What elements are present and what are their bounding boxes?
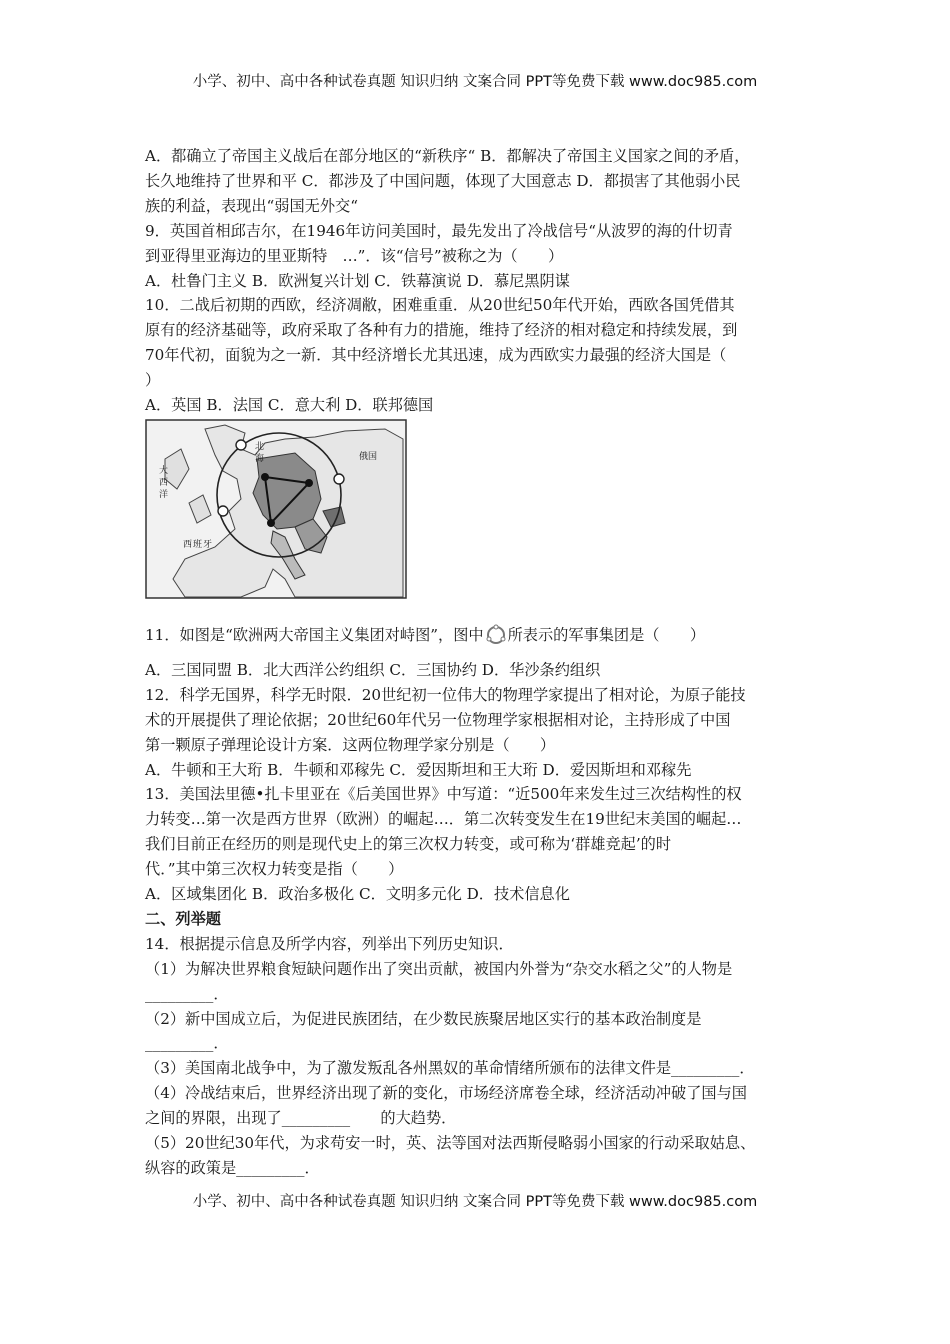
question-9: 9．英国首相邱吉尔，在1946年访问美国时，最先发出了冷战信号“从波罗的海的什切青 bbox=[145, 221, 733, 240]
europe-map-figure bbox=[145, 419, 407, 601]
europe-map-svg bbox=[145, 419, 407, 601]
text-line: 我们目前正在经历的则是现代史上的第三次权力转变，或可称为‘群雄竞起’的时 bbox=[145, 835, 672, 854]
ring-circle-icon bbox=[485, 624, 507, 646]
document-body bbox=[145, 144, 810, 1181]
q9-options: A．杜鲁门主义 B．欧洲复兴计划 C．铁幕演说 D．慕尼黑阴谋 bbox=[145, 271, 570, 290]
q14-item-3: （3）美国南北战争中，为了激发叛乱各州黑奴的革命情绪所颁布的法律文件是_________． bbox=[145, 1059, 755, 1078]
map-label: 大 bbox=[159, 465, 169, 476]
map-label: 班 bbox=[193, 539, 203, 550]
text-line: 70年代初，面貌为之一新．其中经济增长尤其迅速，成为西欧实力最强的经济大国是（ bbox=[145, 346, 727, 365]
question-10: 10．二战后初期的西欧，经济凋敝，困难重重．从20世纪50年代开始，西欧各国凭借其 bbox=[145, 296, 735, 315]
question-14: 14．根据提示信息及所学内容，列举出下列历史知识． bbox=[145, 934, 514, 953]
map-label: 洋 bbox=[159, 489, 169, 500]
section-heading: 二、列举题 bbox=[145, 909, 221, 928]
q14-item-2: （2）新中国成立后，为促进民族团结，在少数民族聚居地区实行的基本政治制度是 bbox=[145, 1009, 702, 1028]
map-label: 北 bbox=[255, 441, 265, 452]
q14-item-4: （4）冷战结束后，世界经济出现了新的变化，市场经济席卷全球，经济活动冲破了国与国 bbox=[145, 1084, 747, 1103]
map-label: 牙 bbox=[203, 539, 213, 550]
text-line: 第一颗原子弹理论设计方案．这两位物理学家分别是（ ） bbox=[145, 735, 556, 754]
q13-options: A．区域集团化 B．政治多极化 C．文明多元化 D．技术信息化 bbox=[145, 885, 570, 904]
map-label: 西 bbox=[159, 477, 169, 488]
text-line: 代．”其中第三次权力转变是指（ ） bbox=[145, 860, 404, 879]
text-line: ） bbox=[145, 371, 161, 390]
page-footer: 小学、初中、高中各种试卷真题 知识归纳 文案合同 PPT等免费下载 www.doc985.com bbox=[192, 1194, 758, 1210]
q11-text-before: 11．如图是“欧洲两大帝国主义集团对峙图”，图中 bbox=[145, 625, 484, 644]
text-line: 术的开展提供了理论依据；20世纪60年代另一位物理学家根据相对论，主持形成了中国 bbox=[145, 710, 731, 729]
text-line: 力转变…第一次是西方世界（欧洲）的崛起…．第二次转变发生在19世纪末美国的崛起… bbox=[145, 810, 742, 829]
q14-item-1: （1）为解决世界粮食短缺问题作出了突出贡献，被国内外誉为“杂交水稻之父”的人物是 bbox=[145, 959, 733, 978]
page-header: 小学、初中、高中各种试卷真题 知识归纳 文案合同 PPT等免费下载 www.doc985.com bbox=[192, 74, 758, 90]
question-12: 12．科学无国界，科学无时限．20世纪初一位伟大的物理学家提出了相对论，为原子能技 bbox=[145, 685, 746, 704]
answer-blank: _________． bbox=[145, 1034, 229, 1053]
q14-item-5: （5）20世纪30年代，为求苟安一时，英、法等国对法西斯侵略弱小国家的行动采取姑息、 bbox=[145, 1134, 756, 1153]
question-13: 13．美国法里德•扎卡里亚在《后美国世界》中写道：“近500年来发生过三次结构性的权 bbox=[145, 785, 742, 804]
text-line: 族的利益，表现出“弱国无外交“ bbox=[145, 196, 358, 215]
text-line: A．都确立了帝国主义战后在部分地区的“新秩序“ B．都解决了帝国主义国家之间的矛盾， bbox=[145, 147, 750, 165]
q11-options: A．三国同盟 B．北大西洋公约组织 C．三国协约 D．华沙条约组织 bbox=[145, 660, 601, 679]
text-line: 纵容的政策是_________． bbox=[145, 1159, 320, 1177]
question-11 bbox=[145, 623, 810, 648]
text-line: 原有的经济基础等，政府采取了各种有力的措施，维持了经济的相对稳定和持续发展，到 bbox=[145, 321, 738, 340]
q10-options: A．英国 B．法国 C．意大利 D．联邦德国 bbox=[145, 396, 434, 415]
q11-text-after: 所表示的军事集团是（ ） bbox=[507, 625, 706, 644]
map-label: 西 bbox=[183, 539, 193, 550]
answer-blank: _________． bbox=[145, 984, 229, 1003]
map-label: 海 bbox=[255, 453, 265, 464]
text-line: 之间的界限，出现了_________ 的大趋势． bbox=[145, 1109, 457, 1128]
text-line: 到亚得里亚海边的里亚斯特 …”．该“信号”被称之为（ ） bbox=[145, 246, 564, 265]
q12-options: A．牛顿和王大珩 B．牛顿和邓稼先 C．爱因斯坦和王大珩 D．爱因斯坦和邓稼先 bbox=[145, 760, 692, 779]
text-line: 长久地维持了世界和平 C．都涉及了中国问题，体现了大国意志 D．都损害了其他弱小民 bbox=[145, 171, 741, 190]
map-label: 俄国 bbox=[359, 451, 378, 462]
